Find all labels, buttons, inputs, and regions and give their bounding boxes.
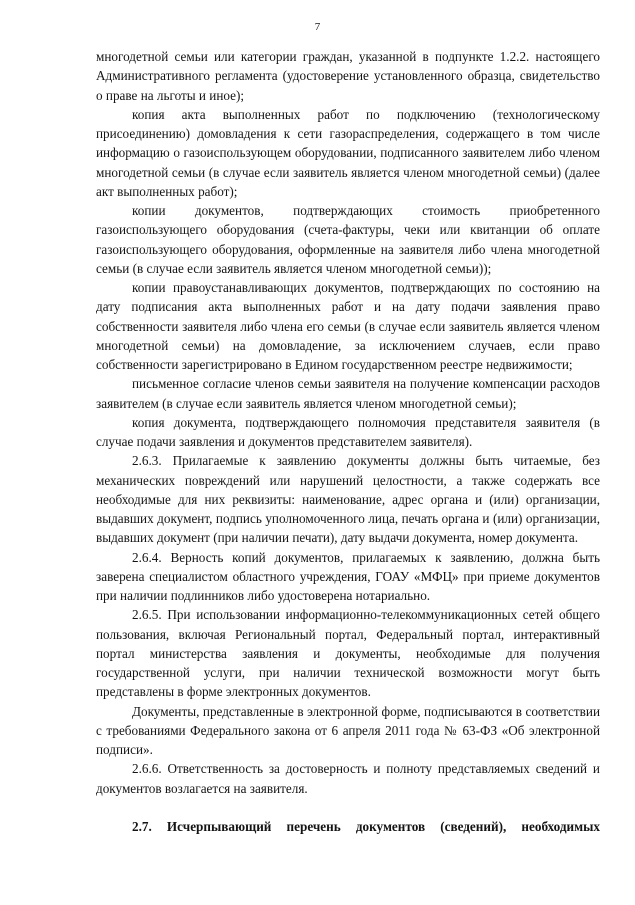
paragraph-2-6-5: 2.6.5. При использовании информационно-телекоммуникационных сетей общего пользования, включая Региональный портал, Федеральный портал, интерактивный портал министерства заявления и документы, необходимые для получения государственной услуги, при наличии технической возможности могут быть представлены в форме электронных документов. — [96, 607, 600, 700]
document-body — [96, 47, 600, 836]
paragraph-ownership-documents: копии правоустанавливающих документов, подтверждающих по состоянию на дату подписания акта выполненных работ и на дату подачи заявления право собственности заявителя либо члена его семьи (в случае если заявитель является членом многодетной семьи) на домовладение, за исключением случаев, если право собственности зарегистрировано в Едином государственном реестре недвижимости; — [96, 280, 600, 372]
paragraph-representative-authority: копия документа, подтверждающего полномочия представителя заявителя (в случае подачи заявления и документов представителем заявителя). — [96, 414, 600, 449]
paragraph-2-6-6: 2.6.6. Ответственность за достоверность и полноту представляемых сведений и документов возлагается на заявителя. — [96, 761, 600, 796]
paragraph-2-6-4: 2.6.4. Верность копий документов, прилагаемых к заявлению, должна быть заверена специалистом областного учреждения, ГОАУ «МФЦ» при приеме документов при наличии подлинников либо удостоверена нотариально. — [96, 549, 600, 603]
section-heading-2-7: 2.7. Исчерпывающий перечень документов (сведений), необходимых — [132, 818, 600, 834]
paragraph-cost-documents: копии документов, подтверждающих стоимость приобретенного газоиспользующего оборудования (счета-фактуры, чеки или квитанции об оплате газоиспользующего оборудования, оформленные на заявителя либо члена многодетной семьи (в случае если заявитель является членом многодетной семьи)); — [96, 203, 600, 276]
paragraph-act-copy: копия акта выполненных работ по подключению (технологическому присоединению) домовладения к сети газораспределения, содержащего в том числе информацию о газоиспользующем оборудовании, подписанного заявителем либо членом многодетной семьи (в случае если заявитель является членом многодетной семьи) (далее акт выполненных работ); — [96, 106, 600, 199]
page-number: 7 — [314, 21, 321, 33]
paragraph-2-6-3: 2.6.3. Прилагаемые к заявлению документы должны быть читаемые, без механических повреждений или нарушений целостности, а также содержать все необходимые для них реквизиты: наименование, адрес органа и (или) организации, выдавших документ, подпись уполномоченного лица, печать органа и (или) организации, выдавших документ (при наличии печати), дату выдачи документа, номер документа. — [96, 453, 600, 546]
paragraph-electronic-signature: Документы, представленные в электронной форме, подписываются в соответствии с требованиями Федерального закона от 6 апреля 2011 года № 63-ФЗ «Об электронной подписи». — [96, 703, 600, 757]
paragraph-continuation: многодетной семьи или категории граждан, указанной в подпункте 1.2.2. настоящего Административного регламента (удостоверение установленного образца, свидетельство о праве на льготы и иное); — [96, 49, 600, 103]
paragraph-family-consent: письменное согласие членов семьи заявителя на получение компенсации расходов заявителем (в случае если заявитель является членом многодетной семьи); — [96, 376, 600, 411]
